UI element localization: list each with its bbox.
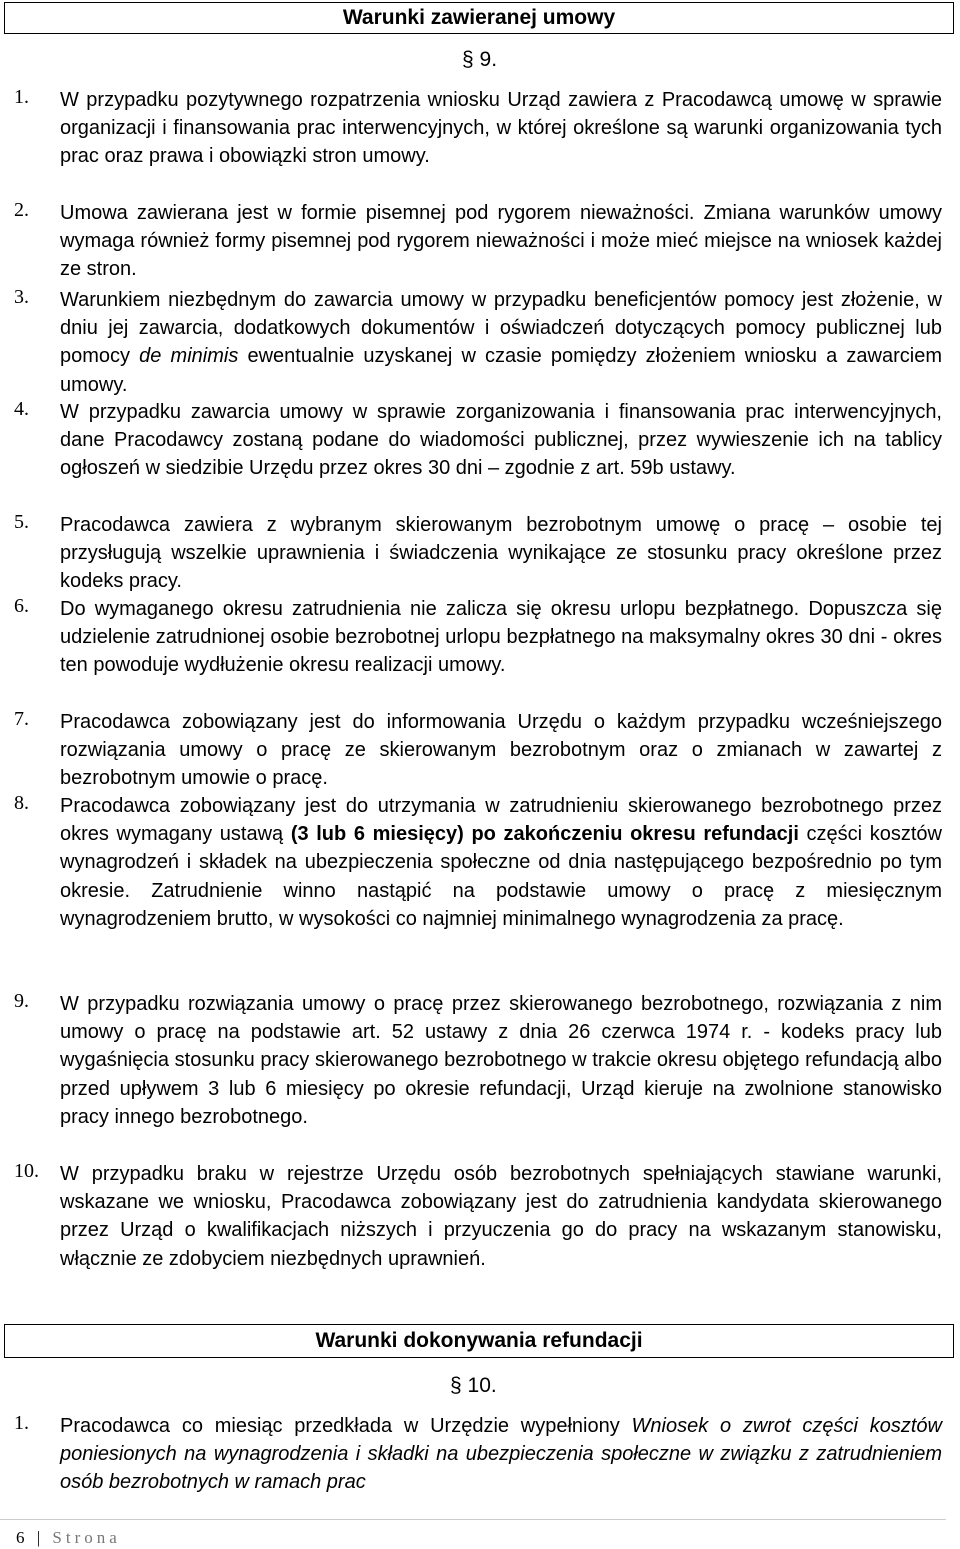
italic-text: de minimis — [139, 345, 239, 368]
bold-text: (3 lub 6 miesięcy) po zakończeniu okresu refundacji — [290, 823, 799, 846]
text-run: W przypadku zawarcia umowy w sprawie zorganizowania i finansowania prac interwencyjnych, dane Pracodawcy zostaną podane do wiadomości publicznej, przez wywieszenie ich na tablicy ogłoszeń w siedzibie Urzędu przez okres 30 dni – zgodnie z art. 59b ustawy. — [60, 401, 942, 480]
text-run: Pracodawca zobowiązany jest do informowania Urzędu o każdym przypadku wcześniejszego rozwiązania umowy o pracę ze skierowanym bezrobotnym oraz o zmianach w zawartej z bezrobotnym umowie o pracę. — [60, 711, 942, 790]
page-footer — [16, 1528, 121, 1548]
footer-rule — [0, 1519, 946, 1520]
text-run: W przypadku braku w rejestrze Urzędu osób bezrobotnych spełniających stawiane warunki, wskazane we wniosku, Pracodawca zobowiązany jest do zatrudnienia kandydata skierowanego przez Urząd o kwalifikacjach niższych i przyuczenia go do pracy na wskazanym stanowisku, włącznie ze zdobyciem niezbędnych uprawnień. — [60, 1163, 942, 1270]
item-text — [60, 199, 942, 284]
item-number: 8. — [14, 792, 29, 814]
item-number: 1. — [14, 1412, 29, 1434]
text-run: W przypadku pozytywnego rozpatrzenia wniosku Urząd zawiera z Pracodawcą umowę w sprawie organizacji i finansowania prac interwencyjnych, w której określone są warunki organizowania tych prac oraz prawa i obowiązki stron umowy. — [60, 89, 942, 168]
text-run: Warunkiem niezbędnym do zawarcia umowy w przypadku beneficjentów pomocy jest złożenie, w dniu jej zawarcia, dodatkowych dokumentów i oświadczeń dotyczących pomocy publicznej lub pomocy — [60, 289, 942, 368]
footer-separator: | — [36, 1528, 45, 1547]
item-number: 6. — [14, 595, 29, 617]
text-run: Pracodawca zawiera z wybranym skierowanym bezrobotnym umowę o pracę – osobie tej przysługują wszelkie uprawnienia i świadczenia wynikające ze stosunku pracy określone przez kodeks pracy. — [60, 514, 942, 593]
text-run: Umowa zawierana jest w formie pisemnej pod rygorem nieważności. Zmiana warunków umowy wymaga również formy pisemnej pod rygorem nieważności i może mieć miejsce na wniosek każdej ze stron. — [60, 202, 942, 281]
footer-page-word: Strona — [52, 1528, 121, 1547]
item-text — [60, 1412, 942, 1497]
text-run: części kosztów wynagrodzeń i składek na ubezpieczenia społeczne od dnia następującego bezpośrednio po tym okresie. Zatrudnienie winno nastąpić na podstawie umowy o pracę z miesięcznym wynagrodzeniem brutto, w wysokości co najmniej minimalnego wynagrodzenia za pracę. — [60, 823, 942, 930]
section-10-heading: Warunki dokonywania refundacji — [4, 1324, 954, 1358]
item-number: 4. — [14, 398, 29, 420]
paragraph-10-number: § 10. — [450, 1374, 497, 1397]
item-number: 1. — [14, 86, 29, 108]
item-text — [60, 708, 942, 793]
text-run: W przypadku rozwiązania umowy o pracę przez skierowanego bezrobotnego, rozwiązania z nim umowy o pracę na podstawie art. 52 ustawy z dnia 26 czerwca 1974 r. - kodeks pracy lub wygaśnięcia stosunku pracy skierowanego bezrobotnego w trakcie okresu objętego refundacją albo przed upływem 3 lub 6 miesięcy po okresie refundacji, Urząd kieruje na zwolnione stanowisko pracy innego bezrobotnego. — [60, 993, 942, 1128]
text-run: ewentualnie uzyskanej w czasie pomiędzy złożeniem wniosku a zawarciem umowy. — [60, 345, 943, 396]
text-run: Pracodawca zobowiązany jest do utrzymania w zatrudnieniu skierowanego bezrobotnego przez okres wymagany ustawą — [60, 795, 942, 846]
page-number: 6 — [16, 1528, 29, 1547]
text-run: Do wymaganego okresu zatrudnienia nie zalicza się okresu urlopu bezpłatnego. Dopuszcza się udzielenie zatrudnionej osobie bezrobotnej urlopu bezpłatnego na maksymalny okres 30 dni - okres ten powoduje wydłużenie okresu realizacji umowy. — [60, 598, 942, 677]
item-number: 7. — [14, 708, 29, 730]
item-text — [60, 286, 942, 399]
section-9-heading: Warunki zawieranej umowy — [4, 2, 954, 34]
text-run: Pracodawca co miesiąc przedkłada w Urzędzie wypełniony — [60, 1415, 632, 1437]
paragraph-9-number: § 9. — [462, 48, 498, 71]
item-number: 9. — [14, 990, 29, 1012]
item-text — [60, 595, 942, 680]
item-text — [60, 398, 942, 483]
item-number: 3. — [14, 286, 29, 308]
item-text — [60, 990, 942, 1131]
item-number: 5. — [14, 511, 29, 533]
item-text — [60, 1160, 942, 1273]
italic-text: Wniosek o zwrot części kosztów poniesionych na wynagrodzenia i składki na ubezpieczenia społeczne w związku z zatrudnieniem osób bezrobotnych w ramach prac — [60, 1415, 942, 1494]
item-text — [60, 86, 942, 171]
item-number: 2. — [14, 199, 29, 221]
item-number: 10. — [14, 1160, 39, 1182]
item-text — [60, 792, 942, 933]
item-text — [60, 511, 942, 596]
